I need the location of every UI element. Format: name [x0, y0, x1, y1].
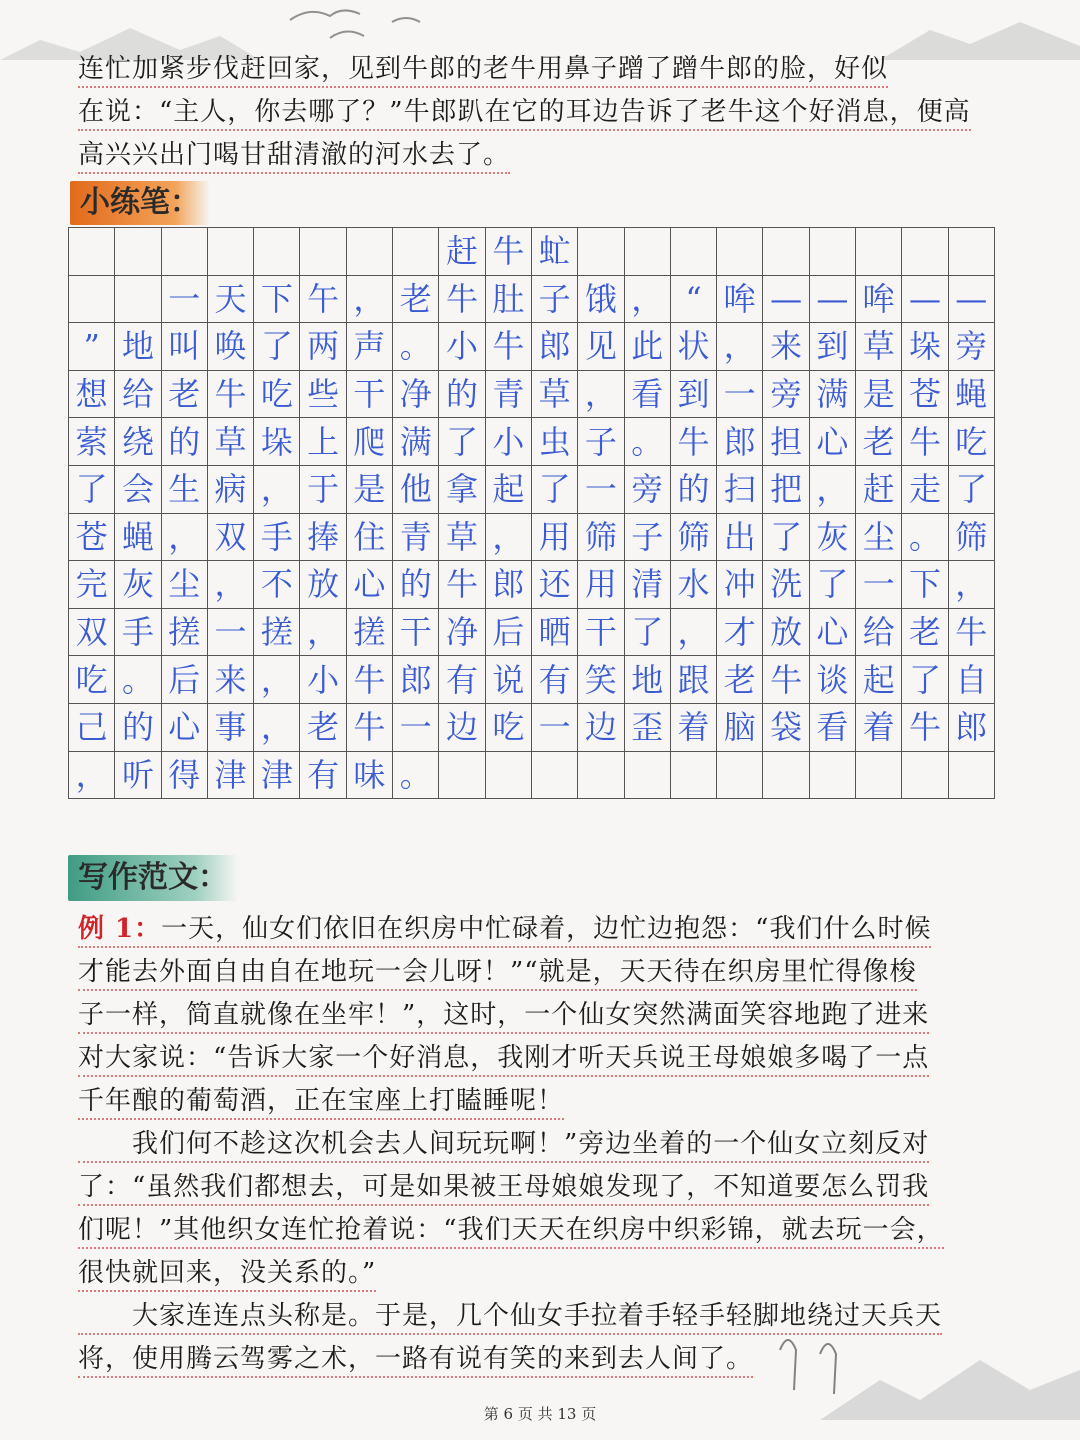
grid-cell: 蝇	[115, 513, 161, 561]
grid-cell: 满	[393, 418, 439, 466]
grid-cell: 牛	[485, 323, 531, 371]
grid-cell: 老	[393, 275, 439, 323]
grid-cell	[69, 275, 115, 323]
grid-cell: 声	[346, 323, 392, 371]
grid-cell: 老	[161, 370, 207, 418]
grid-cell: ，	[254, 703, 300, 751]
grid-cell: 旁	[763, 370, 809, 418]
grid-cell: 是	[856, 370, 902, 418]
grid-cell: 着	[856, 703, 902, 751]
grid-cell: ，	[670, 608, 716, 656]
grid-row	[69, 561, 995, 609]
grid-cell: 筛	[670, 513, 716, 561]
grid-cell: 双	[207, 513, 253, 561]
example-line	[78, 912, 931, 948]
grid-cell: 说	[485, 656, 531, 704]
grid-cell: 尘	[856, 513, 902, 561]
grid-cell: —	[809, 275, 855, 323]
grid-cell: 起	[856, 656, 902, 704]
grid-cell	[670, 751, 716, 799]
grid-cell: 有	[531, 656, 577, 704]
grid-cell: 拿	[439, 465, 485, 513]
grid-cell: 饿	[578, 275, 624, 323]
grid-cell: 地	[624, 656, 670, 704]
grid-cell: 吃	[948, 418, 994, 466]
grid-cell: 见	[578, 323, 624, 371]
grid-cell: 了	[254, 323, 300, 371]
grid-cell	[624, 228, 670, 276]
grid-cell: 。	[115, 656, 161, 704]
grid-cell: 郎	[717, 418, 763, 466]
grid-cell	[856, 751, 902, 799]
example-line: 将，使用腾云驾雾之术，一路有说有笑的来到去人间了。	[78, 1342, 753, 1378]
grid-cell: 牛	[346, 703, 392, 751]
grid-cell: 冲	[717, 561, 763, 609]
grid-cell: ，	[69, 751, 115, 799]
grid-cell: 干	[393, 608, 439, 656]
grid-cell	[300, 228, 346, 276]
grid-cell: 才	[717, 608, 763, 656]
grid-cell: 牛	[763, 656, 809, 704]
grid-cell: 用	[578, 561, 624, 609]
grid-cell	[254, 228, 300, 276]
grid-cell: 灰	[809, 513, 855, 561]
grid-cell: 叫	[161, 323, 207, 371]
grid-cell: 郎	[485, 561, 531, 609]
grid-cell: 蝇	[948, 370, 994, 418]
grid-cell: 灰	[115, 561, 161, 609]
grid-cell: 一	[531, 703, 577, 751]
grid-cell: 了	[439, 418, 485, 466]
grid-cell: 。	[393, 323, 439, 371]
grid-cell: 袋	[763, 703, 809, 751]
grid-cell	[578, 751, 624, 799]
grid-cell: 他	[393, 465, 439, 513]
grid-cell: 子	[624, 513, 670, 561]
grid-cell: 垛	[254, 418, 300, 466]
grid-cell: 一	[717, 370, 763, 418]
grid-cell: 到	[670, 370, 716, 418]
grid-cell	[717, 228, 763, 276]
grid-cell: 一	[578, 465, 624, 513]
grid-cell: 出	[717, 513, 763, 561]
grid-cell	[115, 275, 161, 323]
grid-row	[69, 370, 995, 418]
grid-cell: 一	[161, 275, 207, 323]
grid-cell: 是	[346, 465, 392, 513]
grid-cell: 吃	[485, 703, 531, 751]
grid-cell: 小	[439, 323, 485, 371]
grid-cell: 的	[439, 370, 485, 418]
grid-cell: 虫	[531, 418, 577, 466]
grid-row	[69, 228, 995, 276]
grid-cell	[809, 228, 855, 276]
grid-cell: 两	[300, 323, 346, 371]
example-line: 们呢！”其他织女连忙抢着说：“我们天天在织房中织彩锦，就去玩一会，	[78, 1213, 944, 1249]
grid-cell: 草	[207, 418, 253, 466]
example-label: 例 1：	[78, 914, 162, 944]
grid-cell: 郎	[531, 323, 577, 371]
grid-cell: 己	[69, 703, 115, 751]
example-line: 了：“虽然我们都想去，可是如果被王母娘娘发现了，不知道要怎么罚我	[78, 1170, 929, 1206]
grid-cell: 郎	[393, 656, 439, 704]
grid-cell: 。	[393, 751, 439, 799]
grid-cell: 牛	[346, 656, 392, 704]
grid-cell: 水	[670, 561, 716, 609]
grid-cell: 担	[763, 418, 809, 466]
grid-cell: 上	[300, 418, 346, 466]
grid-cell: ，	[624, 275, 670, 323]
grid-row	[69, 656, 995, 704]
grid-cell: 青	[485, 370, 531, 418]
grid-row	[69, 703, 995, 751]
ink-mountain-crane-decoration-top	[0, 0, 1080, 60]
example-line: 子一样，简直就像在坐牢！”，这时，一个仙女突然满面笑容地跑了进来	[78, 998, 929, 1034]
grid-cell: 了	[809, 561, 855, 609]
grid-cell: 的	[670, 465, 716, 513]
grid-row	[69, 751, 995, 799]
grid-cell: 了	[531, 465, 577, 513]
grid-cell: 歪	[624, 703, 670, 751]
example-line: 很快就回来，没关系的。”	[78, 1256, 376, 1292]
grid-row	[69, 418, 995, 466]
grid-cell: 走	[902, 465, 948, 513]
grid-cell: 会	[115, 465, 161, 513]
grid-cell: 看	[809, 703, 855, 751]
grid-cell: 的	[393, 561, 439, 609]
grid-cell: 赶	[856, 465, 902, 513]
grid-cell: 跟	[670, 656, 716, 704]
page-number-footer: 第 6 页 共 13 页	[483, 1405, 597, 1423]
grid-cell: 下	[902, 561, 948, 609]
grid-cell: 苍	[902, 370, 948, 418]
grid-cell: 牛	[439, 561, 485, 609]
intro-line: 在说：“主人，你去哪了？”牛郎趴在它的耳边告诉了老牛这个好消息，便高	[78, 95, 971, 131]
grid-cell: 后	[485, 608, 531, 656]
grid-cell: 筛	[948, 513, 994, 561]
grid-cell: 病	[207, 465, 253, 513]
grid-cell: ，	[254, 656, 300, 704]
grid-cell: 郎	[948, 703, 994, 751]
grid-cell: 了	[624, 608, 670, 656]
grid-cell: ，	[161, 513, 207, 561]
grid-cell: 一	[856, 561, 902, 609]
grid-cell: 放	[763, 608, 809, 656]
grid-cell: 起	[485, 465, 531, 513]
grid-cell: 有	[300, 751, 346, 799]
grid-cell	[439, 751, 485, 799]
grid-cell: 边	[439, 703, 485, 751]
grid-cell: 津	[254, 751, 300, 799]
grid-cell: 清	[624, 561, 670, 609]
grid-cell: 的	[161, 418, 207, 466]
grid-cell: 了	[902, 656, 948, 704]
grid-cell: 谈	[809, 656, 855, 704]
grid-cell: 的	[115, 703, 161, 751]
grid-row	[69, 275, 995, 323]
grid-cell: 唤	[207, 323, 253, 371]
grid-cell: 满	[809, 370, 855, 418]
grid-cell: 爬	[346, 418, 392, 466]
grid-cell: 哞	[856, 275, 902, 323]
grid-cell: 完	[69, 561, 115, 609]
grid-cell: 子	[578, 418, 624, 466]
grid-cell	[856, 228, 902, 276]
grid-cell: 捧	[300, 513, 346, 561]
grid-cell: 垛	[902, 323, 948, 371]
grid-cell: 边	[578, 703, 624, 751]
grid-cell	[578, 228, 624, 276]
grid-cell: 萦	[69, 418, 115, 466]
grid-cell: 给	[115, 370, 161, 418]
grid-cell: 草	[856, 323, 902, 371]
grid-cell: 下	[254, 275, 300, 323]
grid-cell: 生	[161, 465, 207, 513]
grid-cell: ”	[69, 323, 115, 371]
grid-cell: 旁	[948, 323, 994, 371]
example-line: 千年酿的葡萄酒，正在宝座上打瞌睡呢！	[78, 1084, 564, 1120]
grid-cell: 。	[624, 418, 670, 466]
grid-cell	[717, 751, 763, 799]
grid-cell: 不	[254, 561, 300, 609]
grid-cell: 心	[809, 608, 855, 656]
grid-row	[69, 513, 995, 561]
grid-cell: 着	[670, 703, 716, 751]
example-line: 对大家说：“告诉大家一个好消息，我刚才听天兵说王母娘娘多喝了一点	[78, 1041, 929, 1077]
grid-cell: 筛	[578, 513, 624, 561]
grid-cell: ，	[717, 323, 763, 371]
intro-line: 连忙加紧步伐赶回家，见到牛郎的老牛用鼻子蹭了蹭牛郎的脸，好似	[78, 52, 888, 88]
grid-cell: 牛	[902, 703, 948, 751]
grid-cell: 赶	[439, 228, 485, 276]
grid-cell	[531, 751, 577, 799]
grid-cell: —	[902, 275, 948, 323]
grid-cell: 旁	[624, 465, 670, 513]
grid-cell: 得	[161, 751, 207, 799]
example-line: 才能去外面自由自在地玩一会儿呀！”“就是，天天待在织房里忙得像梭	[78, 955, 917, 991]
grid-cell: 自	[948, 656, 994, 704]
grid-cell: 后	[161, 656, 207, 704]
grid-cell: 心	[346, 561, 392, 609]
grid-cell: 于	[300, 465, 346, 513]
grid-cell: 老	[902, 608, 948, 656]
grid-cell: 了	[69, 465, 115, 513]
grid-cell: 老	[717, 656, 763, 704]
grid-cell: 想	[69, 370, 115, 418]
writing-grid	[68, 227, 995, 799]
grid-cell: 心	[161, 703, 207, 751]
grid-cell	[161, 228, 207, 276]
essay-section-title: 写作范文：	[68, 855, 238, 901]
grid-cell: 状	[670, 323, 716, 371]
grid-cell: 牛	[485, 228, 531, 276]
grid-cell: 住	[346, 513, 392, 561]
grid-cell: 些	[300, 370, 346, 418]
grid-row	[69, 323, 995, 371]
grid-cell: 笑	[578, 656, 624, 704]
grid-cell: 吃	[69, 656, 115, 704]
grid-cell: 净	[393, 370, 439, 418]
grid-cell: 还	[531, 561, 577, 609]
grid-cell: 了	[763, 513, 809, 561]
grid-cell: 净	[439, 608, 485, 656]
grid-cell: 天	[207, 275, 253, 323]
example-line: 我们何不趁这次机会去人间玩玩啊！”旁边坐着的一个仙女立刻反对	[78, 1127, 929, 1163]
grid-cell: ，	[207, 561, 253, 609]
grid-cell: ，	[948, 561, 994, 609]
grid-cell: 此	[624, 323, 670, 371]
grid-cell: 手	[115, 608, 161, 656]
grid-cell: 哞	[717, 275, 763, 323]
grid-cell	[485, 751, 531, 799]
grid-cell: 小	[485, 418, 531, 466]
grid-cell: 双	[69, 608, 115, 656]
grid-cell: 来	[207, 656, 253, 704]
grid-cell: 一	[207, 608, 253, 656]
grid-cell: 事	[207, 703, 253, 751]
grid-cell: 子	[531, 275, 577, 323]
grid-cell	[902, 751, 948, 799]
grid-cell	[393, 228, 439, 276]
grid-cell: 味	[346, 751, 392, 799]
grid-cell: 地	[115, 323, 161, 371]
grid-cell: ，	[809, 465, 855, 513]
grid-cell: 草	[439, 513, 485, 561]
grid-cell	[670, 228, 716, 276]
grid-cell: 小	[300, 656, 346, 704]
grid-cell: 放	[300, 561, 346, 609]
grid-cell: 心	[809, 418, 855, 466]
grid-cell: 干	[346, 370, 392, 418]
grid-cell: 苍	[69, 513, 115, 561]
grid-cell: 有	[439, 656, 485, 704]
grid-cell: 搓	[161, 608, 207, 656]
grid-cell: 把	[763, 465, 809, 513]
intro-line: 高兴兴出门喝甘甜清澈的河水去了。	[78, 138, 510, 174]
grid-cell: 牛	[439, 275, 485, 323]
grid-cell: 青	[393, 513, 439, 561]
grid-cell: 午	[300, 275, 346, 323]
grid-cell: 搓	[254, 608, 300, 656]
grid-cell	[948, 228, 994, 276]
example-line: 大家连连点头称是。于是，几个仙女手拉着手轻手轻脚地绕过天兵天	[78, 1299, 942, 1335]
grid-cell: 听	[115, 751, 161, 799]
grid-cell: 到	[809, 323, 855, 371]
grid-cell: 了	[948, 465, 994, 513]
grid-cell: —	[763, 275, 809, 323]
grid-cell: 扫	[717, 465, 763, 513]
grid-cell: ，	[254, 465, 300, 513]
grid-cell: 老	[856, 418, 902, 466]
grid-cell: 肚	[485, 275, 531, 323]
grid-cell	[115, 228, 161, 276]
grid-cell: ，	[578, 370, 624, 418]
grid-cell: 给	[856, 608, 902, 656]
grid-cell: 津	[207, 751, 253, 799]
grid-cell: 草	[531, 370, 577, 418]
grid-cell: —	[948, 275, 994, 323]
grid-cell: 老	[300, 703, 346, 751]
grid-cell: 虻	[531, 228, 577, 276]
grid-cell: “	[670, 275, 716, 323]
grid-cell	[809, 751, 855, 799]
grid-cell: 手	[254, 513, 300, 561]
grid-cell: 脑	[717, 703, 763, 751]
grid-cell: 。	[902, 513, 948, 561]
grid-cell: 绕	[115, 418, 161, 466]
grid-cell	[207, 228, 253, 276]
grid-cell: 来	[763, 323, 809, 371]
grid-cell: 牛	[207, 370, 253, 418]
grid-cell	[346, 228, 392, 276]
grid-cell: 洗	[763, 561, 809, 609]
grid-cell: 干	[578, 608, 624, 656]
example-first-line: 一天，仙女们依旧在织房中忙碌着，边忙边抱怨：“我们什么时候	[161, 914, 932, 944]
grid-cell: 吃	[254, 370, 300, 418]
grid-cell: 晒	[531, 608, 577, 656]
grid-cell: 牛	[948, 608, 994, 656]
grid-cell: 牛	[670, 418, 716, 466]
grid-cell: 看	[624, 370, 670, 418]
grid-cell	[902, 228, 948, 276]
grid-cell	[69, 228, 115, 276]
grid-cell: 用	[531, 513, 577, 561]
grid-cell: 牛	[902, 418, 948, 466]
grid-cell: ，	[485, 513, 531, 561]
grid-row	[69, 608, 995, 656]
grid-cell	[948, 751, 994, 799]
grid-cell	[763, 228, 809, 276]
practice-section-title: 小练笔：	[70, 181, 210, 225]
grid-cell	[624, 751, 670, 799]
grid-cell: 搓	[346, 608, 392, 656]
grid-cell: 尘	[161, 561, 207, 609]
grid-cell: ，	[346, 275, 392, 323]
grid-row	[69, 465, 995, 513]
grid-cell: 一	[393, 703, 439, 751]
grid-cell: ，	[300, 608, 346, 656]
grid-cell	[763, 751, 809, 799]
